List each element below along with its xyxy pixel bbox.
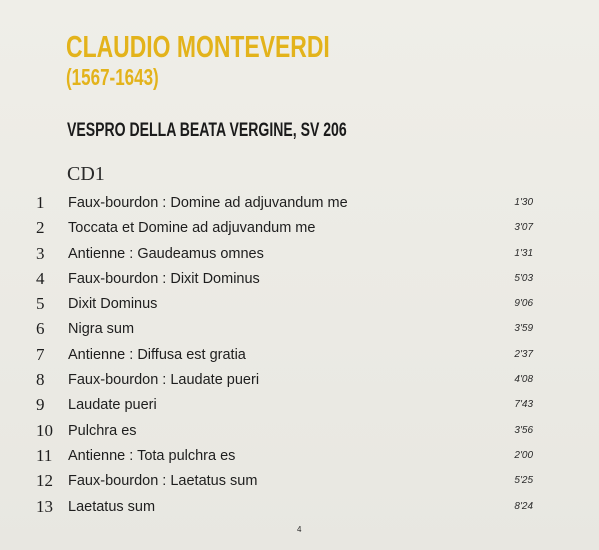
track-title: Faux-bourdon : Dixit Dominus [68, 270, 260, 287]
track-duration: 2'37 [514, 348, 533, 360]
track-title: Dixit Dominus [68, 296, 158, 313]
track-row [0, 368, 599, 393]
track-title: Nigra sum [68, 321, 135, 338]
track-duration: 2'00 [514, 449, 533, 461]
track-title: Toccata et Domine ad adjuvandum me [68, 220, 316, 237]
track-number: 12 [36, 471, 53, 491]
track-number: 2 [36, 218, 45, 238]
track-number: 4 [36, 268, 45, 288]
composer-name: CLAUDIO MONTEVERDI [66, 29, 330, 64]
track-number: 7 [36, 344, 45, 364]
track-row [0, 469, 599, 494]
track-number: 13 [36, 496, 53, 516]
track-row [0, 216, 599, 241]
track-row [0, 495, 599, 520]
track-row [0, 343, 599, 368]
track-duration: 1'30 [514, 197, 533, 208]
track-row [0, 242, 599, 267]
track-number: 3 [36, 243, 45, 263]
track-title: Laetatus sum [68, 498, 156, 515]
track-title: Antienne : Tota pulchra es [68, 447, 236, 464]
track-number: 1 [36, 193, 45, 212]
track-number: 5 [36, 294, 45, 314]
track-duration: 1'31 [514, 247, 533, 259]
track-row [0, 419, 599, 444]
track-title: Antienne : Gaudeamus omnes [68, 245, 264, 262]
track-row [0, 444, 599, 469]
track-duration: 3'07 [514, 222, 533, 234]
disc-label: CD1 [67, 163, 105, 185]
track-number: 9 [36, 395, 45, 415]
work-title: VESPRO DELLA BEATA VERGINE, SV 206 [67, 120, 347, 141]
track-title: Faux-bourdon : Laudate pueri [68, 372, 260, 389]
track-duration: 4'08 [514, 374, 533, 386]
page-number: 4 [297, 525, 302, 534]
track-row [0, 191, 599, 216]
track-title: Antienne : Diffusa est gratia [68, 346, 246, 363]
track-list [0, 191, 599, 520]
track-number: 10 [36, 420, 53, 440]
track-row [0, 317, 599, 342]
track-row [0, 267, 599, 292]
track-duration: 7'43 [514, 399, 533, 411]
track-title: Laudate pueri [68, 397, 157, 414]
track-duration: 9'06 [514, 298, 533, 310]
track-row [0, 393, 599, 418]
track-duration: 5'03 [514, 272, 533, 284]
track-duration: 3'59 [514, 323, 533, 335]
composer-dates: (1567-1643) [66, 64, 159, 90]
track-duration: 8'24 [514, 500, 533, 512]
track-duration: 5'25 [514, 475, 533, 487]
track-row [0, 292, 599, 317]
track-title: Faux-bourdon : Laetatus sum [68, 473, 258, 490]
track-duration: 3'56 [514, 424, 533, 436]
track-number: 6 [36, 319, 45, 339]
track-number: 11 [36, 445, 53, 465]
track-number: 8 [36, 370, 45, 390]
track-title: Pulchra es [68, 422, 137, 439]
track-title: Faux-bourdon : Domine ad adjuvandum me [68, 195, 348, 211]
